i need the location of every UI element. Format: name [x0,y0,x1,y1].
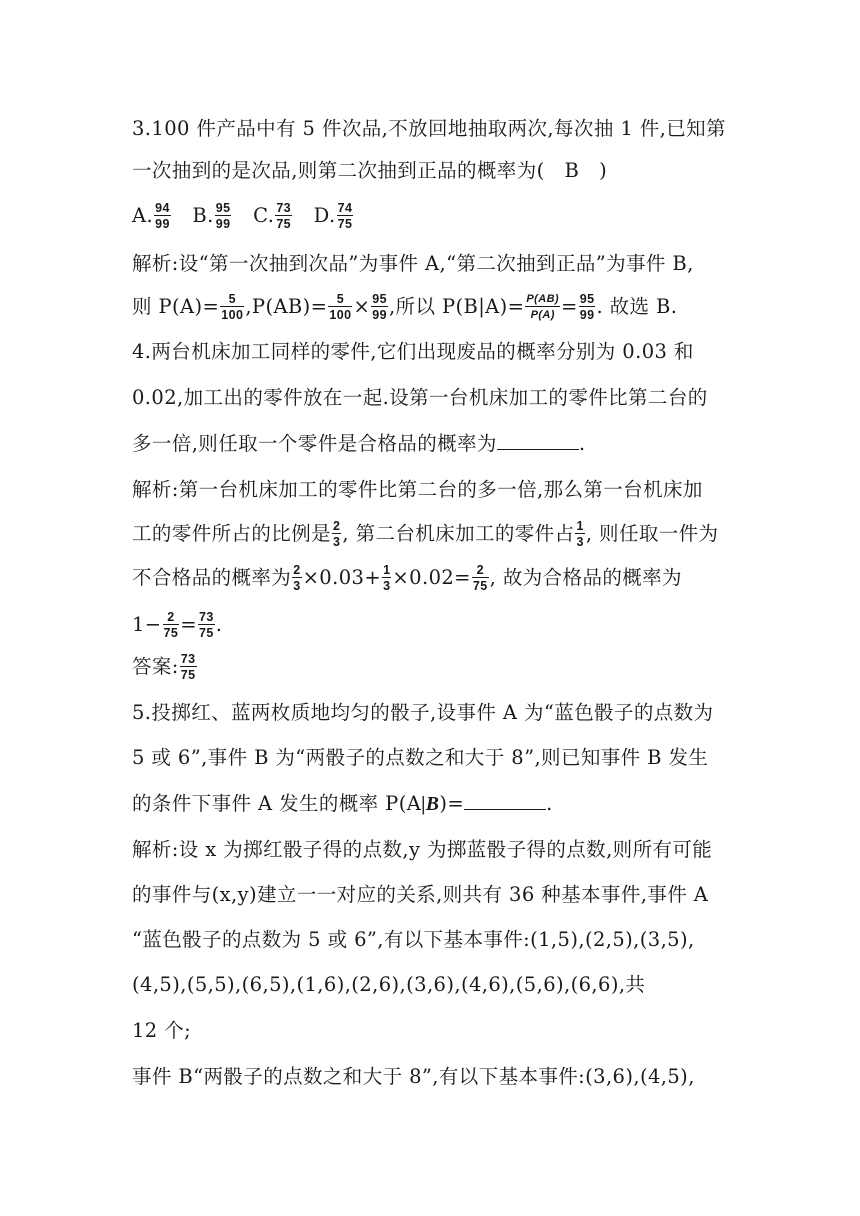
q3-stem-line2: 一次抽到的是次品,则第二次抽到正品的概率为( B ) [132,159,608,182]
q4-answer: 答案: $\frac{73}{75}$ [132,652,196,682]
answer-blank [497,431,579,450]
q5-stem-line3: 的条件下事件 A 发生的概率 P(A|B)= . [132,792,553,815]
q4-solution-line3: 不合格品的概率为 $\frac{2}{3}$ ×0.03+ $\frac{1}{3}$ ×0.02= $\frac{2}{75}$ , 故为合格品的概率为 [132,563,682,593]
q5-solution-line1: 解析:设 x 为掷红骰子得的点数,y 为掷蓝骰子得的点数,则所有可能 [132,838,713,861]
q3-choices [132,201,368,232]
q3-solution-line2: 则 P(A)= $\frac{5}{100}$ ,P(AB)= $\frac{5}{100}$ × $\frac{95}{99}$ ,所以 P(B|A)= $\frac{P(AB)}{P(A)}$ = $\frac{95}{99}$ . 故选 B. [132,292,678,322]
q4-solution-line2: 工的零件所占的比例是 $\frac{2}{3}$ , 第二台机床加工的零件占 $\frac{1}{3}$ , 则任取一件为 [132,519,719,549]
q5-stem-line2: 5 或 6”,事件 B 为“两骰子的点数之和大于 8”,则已知事件 B 发生 [132,746,709,769]
choice-c: C. $\frac{73}{75}$ [253,201,292,231]
answer-blank [464,791,546,810]
q4-stem-line1: 4.两台机床加工同样的零件,它们出现废品的概率分别为 0.03 和 [132,340,694,363]
q5-solution-line2: 的事件与(x,y)建立一一对应的关系,则共有 36 种基本事件,事件 A [132,883,709,906]
q3-stem-line1: 3.100 件产品中有 5 件次品,不放回地抽取两次,每次抽 1 件,已知第 [132,117,726,140]
choice-b: B. $\frac{95}{99}$ [192,201,231,231]
q5-solution-line5: 12 个; [132,1019,192,1042]
q3-solution-line1: 解析:设“第一次抽到次品”为事件 A,“第二次抽到正品”为事件 B, [132,252,694,275]
choice-d: D. $\frac{74}{75}$ [313,201,353,231]
q5-stem-line1: 5.投掷红、蓝两枚质地均匀的骰子,设事件 A 为“蓝色骰子的点数为 [132,701,714,724]
choice-a: A. $\frac{94}{99}$ [132,201,170,231]
q5-solution-line3: “蓝色骰子的点数为 5 或 6”,有以下基本事件:(1,5),(2,5),(3,5), [132,928,695,951]
q4-solution-line1: 解析:第一台机床加工的零件比第二台的多一倍,那么第一台机床加 [132,478,703,501]
q4-stem-line2: 0.02,加工出的零件放在一起.设第一台机床加工的零件比第二台的 [132,386,708,409]
q4-stem-line3: 多一倍,则任取一个零件是合格品的概率为 . [132,432,586,455]
q5-solution-line6: 事件 B“两骰子的点数之和大于 8”,有以下基本事件:(3,6),(4,5), [132,1065,695,1088]
q4-solution-line4: 1− $\frac{2}{75}$ = $\frac{73}{75}$ . [132,610,223,640]
q5-solution-line4: (4,5),(5,5),(6,5),(1,6),(2,6),(3,6),(4,6),(5,6),(6,6),共 [132,973,646,996]
